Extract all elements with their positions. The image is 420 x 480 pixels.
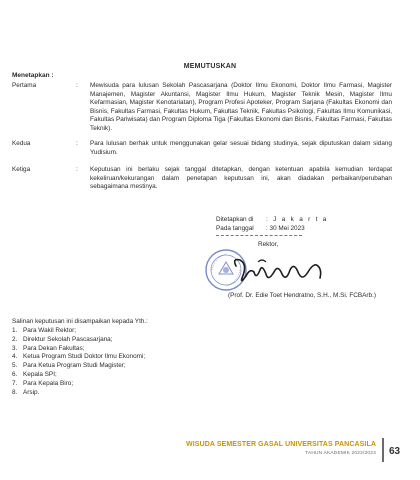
clause-text: Keputusan ini berlaku sejak tanggal ditetapkan, dengan ketentuan apabila kemudian terdapat kekeliruan/kekurangan dalam penetapan keputusan ini, akan diadakan perbaikan/perubahan sebagaimana mestinya. (90, 166, 392, 191)
signer-name: (Prof. Dr. Edie Toet Hendratno, S.H., M.Si. FCBArb.) (228, 292, 376, 299)
menetapkan-label: Menetapkan : (12, 72, 54, 79)
list-item: 4. Ketua Program Studi Doktor Ilmu Ekonomi; (12, 353, 146, 361)
ditetapkan-label: Ditetapkan di (216, 216, 254, 223)
clause-text: Para lulusan berhak untuk menggunakan gelar sesuai bidang studinya, sejak diputuskan dalam sidang Yudisium. (90, 140, 392, 156)
page-number: 63 (389, 446, 401, 457)
list-item: 3. Para Dekan Fakultas; (12, 344, 85, 352)
list-item: 1. Para Wakil Rektor; (12, 327, 77, 334)
divider-line (216, 235, 302, 236)
footer-subtitle: TAHUN AKADEMIK 2022/2023 (305, 451, 376, 456)
salinan-list (12, 327, 145, 397)
list-item: 2. Direktur Sekolah Pascasarjana; (12, 335, 113, 343)
list-item: 6. Kepala SPI; (12, 370, 57, 378)
tanggal-label: Pada tanggal (216, 225, 254, 232)
handwritten-signature (228, 254, 338, 288)
ditetapkan-value: : J a k a r t a (266, 216, 329, 223)
rektor-label: Rektor, (258, 241, 279, 248)
clause-text: Mewisuda para lulusan Sekolah Pascasarjana (Doktor Ilmu Ekonomi, Doktor Ilmu Farmasi, Magister Manajemen, Magister Akuntansi, Magister Ilmu Hukum, Magister Teknik Mesin, Magister Ilmu Kefarmasian, Magister Kenotariatan), Program Profesi Apoteker, Program Sarjana (Fakultas Ekonomi dan Bisnis, Fakultas Farmasi, Fakultas Hukum, Fakultas Teknik, Fakultas Psikologi, Fakultas Ilmu Komunikasi, Fakultas Pariwisata) dan Program Diploma Tiga (Fakultas Ekonomi dan Bisnis, Fakultas Farmasi, Fakultas Teknik). (90, 82, 392, 132)
clause-colon: : (76, 166, 78, 173)
signature-place-date (216, 216, 396, 234)
clause-colon: : (76, 140, 78, 147)
salinan-title: Salinan keputusan ini disampaikan kepada Yth.: (12, 318, 148, 325)
clause-label: Ketiga (12, 166, 31, 173)
decree-title: MEMUTUSKAN (183, 63, 237, 70)
footer-title: WISUDA SEMESTER GASAL UNIVERSITAS PANCASILA (186, 441, 376, 448)
clause-label: Kedua (12, 140, 31, 147)
list-item: 8. Arsip. (12, 388, 40, 396)
clause-label: Pertama (12, 82, 37, 89)
list-item: 5. Para Ketua Program Studi Magister; (12, 362, 126, 370)
tanggal-value: : 30 Mei 2023 (266, 225, 305, 232)
list-item: 7. Para Kepala Biro; (12, 379, 74, 387)
clause-colon: : (76, 82, 78, 89)
footer-divider (382, 438, 384, 462)
